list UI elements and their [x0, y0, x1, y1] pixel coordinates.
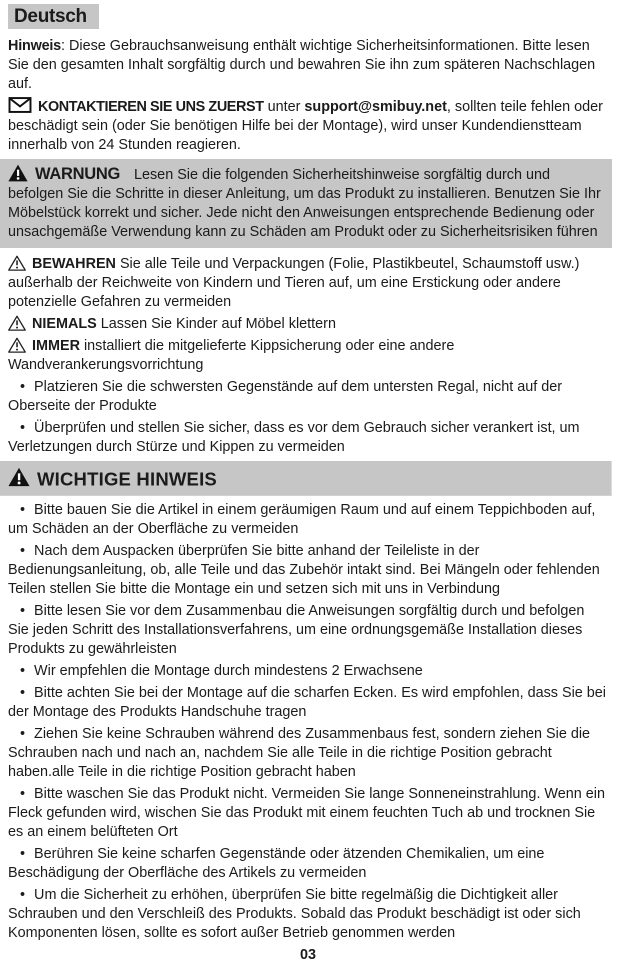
- caution-lead: NIEMALS: [32, 316, 97, 332]
- wichtige-bullet-text: Bitte bauen Sie die Artikel in einem geräumigen Raum und auf einem Teppichboden auf, um Schäden an der Oberfläche zu vermeiden: [8, 502, 596, 537]
- bullet-marker: •: [20, 846, 26, 862]
- bullet-marker: •: [20, 502, 26, 518]
- wichtige-bullet-item: [8, 886, 608, 943]
- caution-lead: IMMER: [32, 338, 80, 354]
- wichtige-bullet-text: Wir empfehlen die Montage durch mindestens 2 Erwachsene: [34, 663, 423, 679]
- hinweis-lead: Hinweis: [8, 38, 61, 54]
- caution-item: [8, 315, 608, 334]
- bullet-marker: •: [20, 786, 26, 802]
- safety-bullet-text: Platzieren Sie die schwersten Gegenstände auf dem untersten Regal, nicht auf der Oberseite der Produkte: [8, 379, 563, 414]
- wichtige-bullet-item: [8, 501, 608, 539]
- bullet-marker: •: [20, 887, 26, 903]
- bullet-marker: •: [20, 420, 26, 436]
- contact-email: support@smibuy.net: [304, 99, 447, 115]
- caution-text: Lassen Sie Kinder auf Möbel klettern: [100, 316, 336, 332]
- contact-mid: unter: [263, 99, 305, 115]
- caution-item: [8, 255, 608, 312]
- wichtige-bullet-text: Ziehen Sie keine Schrauben während des Zusammenbaus fest, sondern ziehen Sie die Schrauben nach und nach an, nachdem Sie alle Teile in die richtige Position gebracht haben.alle Teile in die richtige Position gebracht haben: [8, 726, 591, 780]
- caution-lead: BEWAHREN: [32, 256, 116, 272]
- hinweis-paragraph: [8, 37, 608, 94]
- wichtige-bullet-item: [8, 845, 608, 883]
- language-label: Deutsch: [14, 6, 87, 27]
- caution-item: [8, 337, 608, 375]
- warning-triangle-outline-icon: [8, 255, 26, 271]
- envelope-icon: [8, 97, 32, 113]
- contact-lead: KONTAKTIEREN SIE UNS ZUERST: [38, 99, 264, 115]
- safety-bullet-item: [8, 419, 608, 457]
- bullet-marker: •: [20, 603, 26, 619]
- warnung-block: [0, 159, 612, 248]
- wichtige-bullets-list: [8, 501, 608, 943]
- safety-bullet-item: [8, 378, 608, 416]
- wichtige-bullet-text: Bitte lesen Sie vor dem Zusammenbau die Anweisungen sorgfältig durch und befolgen Sie jeden Schritt des Installationsverfahrens, um eine ordnungsgemäße Installation dieses Produkts zu gewährleisten: [8, 603, 585, 657]
- cautions-list: [8, 255, 608, 375]
- warning-triangle-icon: [8, 164, 28, 182]
- wichtige-bullet-item: [8, 684, 608, 722]
- wichtige-title: WICHTIGE HINWEIS: [37, 468, 217, 490]
- wichtige-bullet-text: Nach dem Auspacken überprüfen Sie bitte anhand der Teileliste in der Bedienungsanleitung, ob, alle Teile und das Zubehör intakt sind. Bei Mängeln oder fehlenden Teilen stellen Sie bitte die Montage ein und setzen sich mit uns in Verbindung: [8, 543, 600, 597]
- wichtige-bullet-text: Berühren Sie keine scharfen Gegenstände oder ätzenden Chemikalien, um eine Beschädigung der Oberfläche des Artikels zu vermeiden: [8, 846, 545, 881]
- contact-rest: , sollten teile fehlen oder beschädigt sein (oder Sie benötigen Hilfe bei der Montage), wird unser Kundendienstteam innerhalb von 24 Stunden reagieren.: [8, 99, 603, 153]
- page-number: 03: [299, 947, 316, 963]
- wichtige-bullet-item: [8, 662, 608, 681]
- bullet-marker: •: [20, 543, 26, 559]
- wichtige-hinweis-banner: [0, 461, 612, 496]
- contact-paragraph: [8, 97, 608, 155]
- warning-triangle-outline-icon: [8, 315, 26, 331]
- wichtige-bullet-item: [8, 725, 608, 782]
- hinweis-text: Diese Gebrauchsanweisung enthält wichtige Sicherheitsinformationen. Bitte lesen Sie den gesamten Inhalt sorgfältig durch und bewahren Sie ihn zum späteren Nachschlagen auf.: [8, 38, 596, 92]
- safety-bullet-text: Überprüfen und stellen Sie sicher, dass es vor dem Gebrauch sicher verankert ist, um Verletzungen durch Stürze und Kippen zu vermeiden: [8, 420, 580, 455]
- wichtige-bullet-text: Bitte achten Sie bei der Montage auf die scharfen Ecken. Es wird empfohlen, dass Sie bei der Montage des Produkts Handschuhe tragen: [8, 685, 607, 720]
- hinweis-separator: :: [60, 38, 69, 54]
- safety-bullets-list: [8, 378, 608, 457]
- bullet-marker: •: [20, 379, 26, 395]
- warning-triangle-icon: [8, 467, 30, 487]
- warning-triangle-outline-icon: [8, 337, 26, 353]
- wichtige-bullet-text: Um die Sicherheit zu erhöhen, überprüfen Sie bitte regelmäßig die Dichtigkeit aller Schrauben und den Verschleiß des Produkts. Sobald das Produkt beschädigt ist oder sich Komponenten lösen, sollte es sofort außer Betrieb genommen werden: [8, 887, 581, 941]
- language-banner: [8, 4, 99, 29]
- caution-text: Sie alle Teile und Verpackungen (Folie, Plastikbeutel, Schaumstoff usw.) außerhalb der Reichweite von Kindern und Tieren auf, um eine Erstickung oder andere potenzielle Gefahren zu vermeiden: [8, 256, 580, 310]
- bullet-marker: •: [20, 726, 26, 742]
- wichtige-bullet-item: [8, 602, 608, 659]
- bullet-marker: •: [20, 685, 26, 701]
- bullet-marker: •: [20, 663, 26, 679]
- caution-text: installiert die mitgelieferte Kippsicherung oder eine andere Wandverankerungsvorrichtung: [8, 338, 455, 373]
- wichtige-bullet-item: [8, 785, 608, 842]
- warnung-text: Lesen Sie die folgenden Sicherheitshinweise sorgfältig durch und befolgen Sie die Schritte in dieser Anleitung, um das Produkt zu installieren. Benutzen Sie Ihr Möbelstück korrekt und sicher. Jede nicht den Anweisungen entsprechende Bedienung oder unsachgemäße Verwendung kann zu Schäden am Produkt oder zu Sicherheitsrisiken führen: [8, 167, 601, 240]
- warnung-title: WARNUNG: [35, 165, 120, 183]
- wichtige-bullet-text: Bitte waschen Sie das Produkt nicht. Vermeiden Sie lange Sonneneinstrahlung. Wenn ein Fleck gefunden wird, wischen Sie das Produkt mit einem feuchten Tuch ab und trocknen Sie es an einem belüfteten Ort: [8, 786, 605, 840]
- wichtige-bullet-item: [8, 542, 608, 599]
